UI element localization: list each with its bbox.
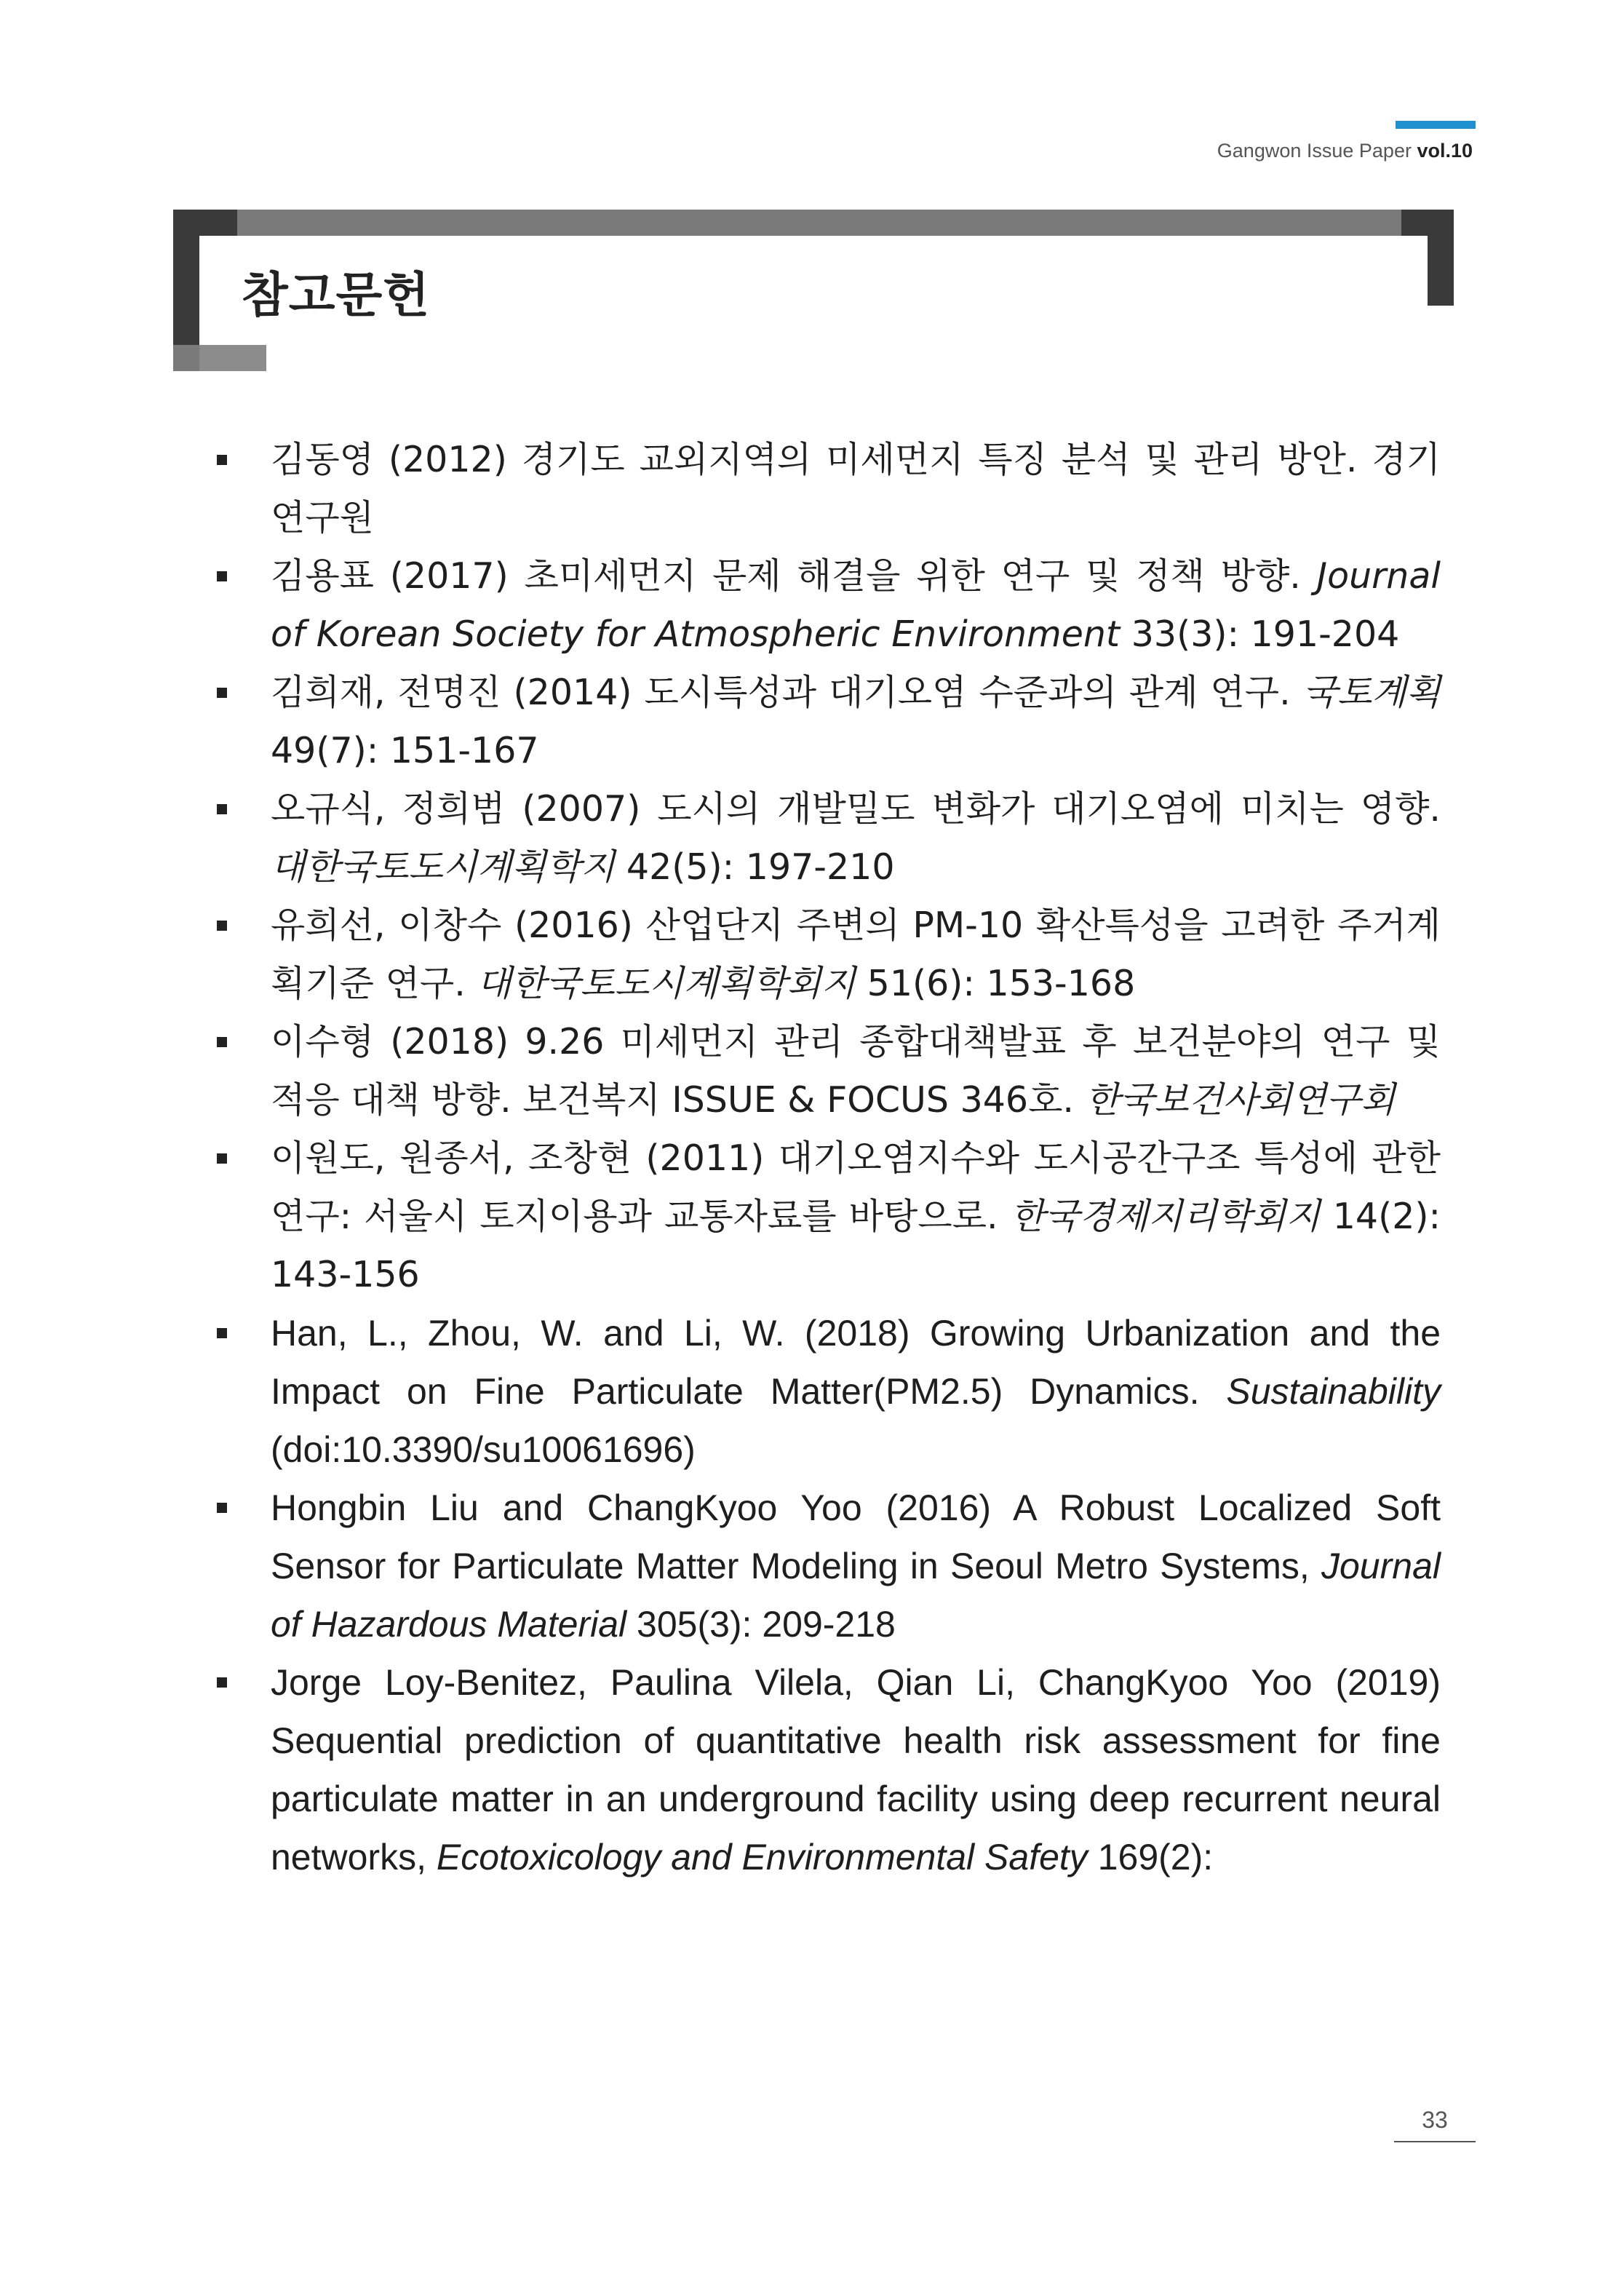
- ref-volume: 14(2): 143-156: [271, 1196, 1441, 1295]
- section-title: 참고문헌: [242, 267, 431, 323]
- bullet-icon: [217, 1503, 227, 1513]
- bullet-icon: [217, 1328, 227, 1338]
- ref-journal: Journal of Korean Society for Atmospheric Environment: [271, 555, 1441, 655]
- page-number: 33: [1422, 2107, 1448, 2133]
- ref-text: 이수형 (2018) 9.26 미세먼지 관리 종합대책발표 후 보건분야의 연구 및 적응 대책 방향. 보건복지 ISSUE & FOCUS 346호.: [271, 1021, 1441, 1121]
- bullet-icon: [217, 1677, 227, 1688]
- reference-item: [212, 780, 1441, 897]
- bullet-icon: [217, 804, 227, 814]
- reference-item: [212, 431, 1441, 547]
- reference-item: [212, 547, 1441, 664]
- ref-text: 이원도, 원종서, 조창현 (2011) 대기오염지수와 도시공간구조 특성에 관한 연구: 서울시 토지이용과 교통자료를 바탕으로.: [271, 1137, 1441, 1237]
- volume-label: vol.10: [1417, 140, 1473, 162]
- bullet-icon: [217, 571, 227, 581]
- reference-item: [212, 1479, 1441, 1653]
- frame-bottom-bar: [199, 345, 266, 371]
- ref-volume: 33(3): 191-204: [1120, 613, 1400, 655]
- reference-item: [212, 897, 1441, 1013]
- frame-right-bracket: [1428, 210, 1454, 306]
- ref-journal: Sustainability: [1226, 1371, 1441, 1412]
- reference-list: [212, 431, 1441, 1886]
- ref-volume: 42(5): 197-210: [615, 846, 895, 888]
- ref-text: 김희재, 전명진 (2014) 도시특성과 대기오염 수준과의 관계 연구.: [271, 672, 1303, 713]
- ref-text: 오규식, 정희범 (2007) 도시의 개발밀도 변화가 대기오염에 미치는 영향.: [271, 788, 1441, 830]
- ref-volume: 51(6): 153-168: [856, 963, 1136, 1004]
- reference-item: [212, 1653, 1441, 1886]
- bullet-icon: [217, 688, 227, 698]
- reference-item: [212, 1013, 1441, 1129]
- ref-text: 김용표 (2017) 초미세먼지 문제 해결을 위한 연구 및 정책 방향.: [271, 555, 1317, 597]
- frame-bottom-left-corner: [173, 345, 199, 371]
- bullet-icon: [217, 1037, 227, 1047]
- section-title-frame: [0, 0, 1624, 378]
- bullet-icon: [217, 921, 227, 931]
- publication-name: Gangwon Issue Paper: [1217, 140, 1417, 162]
- ref-volume: (doi:10.3390/su10061696): [271, 1429, 696, 1470]
- ref-text: 유희선, 이창수 (2016) 산업단지 주변의 PM-10 확산특성을 고려한 주거계획기준 연구.: [271, 905, 1441, 1004]
- ref-journal: 대한국토도시계획학지: [271, 846, 616, 888]
- bullet-icon: [217, 455, 227, 465]
- page-number-rule: [1394, 2141, 1476, 2142]
- ref-journal: 대한국토도시계획학회지: [477, 963, 856, 1004]
- ref-volume: 305(3): 209-218: [626, 1604, 896, 1645]
- frame-top-bar: [173, 210, 1454, 236]
- reference-item: [212, 1129, 1441, 1304]
- ref-text: Han, L., Zhou, W. and Li, W. (2018) Growing Urbanization and the Impact on Fine Particulate Matter(PM2.5) Dynamics.: [271, 1313, 1441, 1412]
- ref-volume: 49(7): 151-167: [271, 730, 539, 771]
- ref-text: Jorge Loy-Benitez, Paulina Vilela, Qian Li, ChangKyoo Yoo (2019) Sequential prediction of quantitative health risk assessment for fine particulate matter in an underground facility using deep recurrent neural networks,: [271, 1662, 1441, 1877]
- ref-journal: 한국보건사회연구회: [1085, 1079, 1396, 1121]
- ref-journal: 한국경제지리학회지: [1010, 1196, 1321, 1237]
- ref-journal: Journal of Hazardous Material: [271, 1546, 1441, 1645]
- ref-journal: 국토계획: [1302, 672, 1441, 713]
- ref-journal: Ecotoxicology and Environmental Safety: [436, 1837, 1088, 1877]
- reference-item: [212, 1304, 1441, 1479]
- reference-item: [212, 664, 1441, 780]
- bullet-icon: [217, 1153, 227, 1164]
- ref-volume: 169(2):: [1087, 1837, 1214, 1877]
- ref-text: 김동영 (2012) 경기도 교외지역의 미세먼지 특징 분석 및 관리 방안. 경기연구원: [271, 439, 1441, 539]
- ref-text: Hongbin Liu and ChangKyoo Yoo (2016) A Robust Localized Soft Sensor for Particulate Matter Modeling in Seoul Metro Systems,: [271, 1487, 1441, 1586]
